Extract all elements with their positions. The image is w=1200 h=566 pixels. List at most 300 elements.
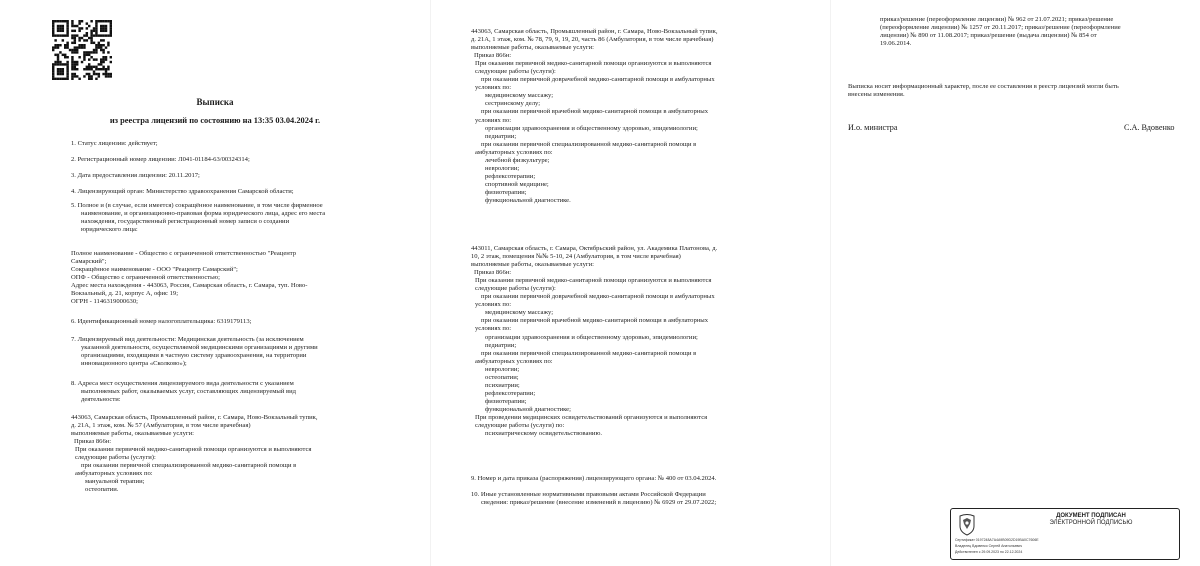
qr-module <box>81 20 83 22</box>
qr-module <box>64 46 66 48</box>
qr-module <box>102 34 104 36</box>
qr-module <box>71 73 73 75</box>
qr-module <box>90 30 92 32</box>
qr-module <box>76 34 78 36</box>
qr-module <box>95 25 97 27</box>
qr-module <box>66 63 68 65</box>
qr-module <box>88 54 90 56</box>
qr-module <box>105 25 107 27</box>
qr-module <box>66 70 68 72</box>
qr-module <box>74 63 76 65</box>
qr-module <box>95 22 97 24</box>
qr-module <box>81 61 83 63</box>
qr-module <box>78 30 80 32</box>
org-line: Вокзальный, д. 21, корпус А, офис 19; <box>71 290 179 298</box>
qr-module <box>52 27 54 29</box>
qr-module <box>86 73 88 75</box>
qr-module <box>88 25 90 27</box>
qr-module <box>64 54 66 56</box>
qr-module <box>88 63 90 65</box>
qr-module <box>88 58 90 60</box>
issue-date: 3. Дата предоставления лицензии: 20.11.2017; <box>71 171 200 179</box>
qr-module <box>57 58 59 60</box>
qr-module <box>57 20 59 22</box>
qr-module <box>90 39 92 41</box>
qr-module <box>102 73 104 75</box>
qr-module <box>81 27 83 29</box>
qr-module <box>105 75 107 77</box>
qr-module <box>90 68 92 70</box>
item-10 <box>471 491 823 507</box>
org-line: ОПФ - Общество с ограниченной ответственностью; <box>71 274 220 282</box>
qr-module <box>93 49 95 51</box>
qr-module <box>52 78 54 80</box>
qr-module <box>95 66 97 68</box>
qr-module <box>90 34 92 36</box>
qr-module <box>107 34 109 36</box>
qr-module <box>74 37 76 39</box>
qr-module <box>71 51 73 53</box>
qr-module <box>105 73 107 75</box>
qr-module <box>102 66 104 68</box>
electronic-signature-stamp <box>950 508 1180 560</box>
qr-module <box>78 37 80 39</box>
qr-module <box>76 51 78 53</box>
qr-module <box>110 73 112 75</box>
qr-module <box>100 25 102 27</box>
qr-module <box>54 54 56 56</box>
qr-module <box>66 27 68 29</box>
qr-module <box>78 44 80 46</box>
qr-module <box>86 66 88 68</box>
qr-module <box>52 63 54 65</box>
qr-module <box>88 37 90 39</box>
qr-module <box>98 20 100 22</box>
orders-line: приказ/решение (переоформление лицензии) № 962 от 21.07.2021; приказ/решение <box>880 16 1114 23</box>
qr-module <box>64 78 66 80</box>
qr-module <box>93 30 95 32</box>
qr-module <box>83 39 85 41</box>
item10-line: сведения: приказ/решение (внесение изменений в лицензию) № 6929 от 29.07.2022; <box>481 499 717 507</box>
item-7 <box>71 336 421 368</box>
qr-module <box>66 46 68 48</box>
qr-module <box>95 73 97 75</box>
qr-module <box>95 30 97 32</box>
qr-module <box>105 34 107 36</box>
qr-module <box>52 25 54 27</box>
qr-module <box>102 61 104 63</box>
note-line: внесены изменения. <box>848 91 905 99</box>
qr-module <box>71 42 73 44</box>
address-line: Приказ 866н: <box>74 438 112 446</box>
qr-module <box>107 68 109 70</box>
qr-module <box>110 22 112 24</box>
qr-module <box>71 56 73 58</box>
qr-module <box>76 49 78 51</box>
qr-module <box>66 22 68 24</box>
address-line: неврологии; <box>485 164 520 172</box>
qr-module <box>88 73 90 75</box>
address-line: при оказании первичной врачебной медико-санитарной помощи в амбулаторных <box>481 108 709 116</box>
qr-module <box>62 73 64 75</box>
qr-module <box>93 70 95 72</box>
qr-module <box>86 68 88 70</box>
qr-module <box>76 68 78 70</box>
item5-line: нахождения, государственный регистрационный номер записи о создании <box>81 218 290 226</box>
qr-module <box>100 39 102 41</box>
qr-module <box>76 61 78 63</box>
qr-module <box>107 66 109 68</box>
qr-module <box>93 27 95 29</box>
org-line: ОГРН - 1146319000630; <box>71 298 138 306</box>
address-1 <box>71 414 421 494</box>
qr-module <box>105 70 107 72</box>
qr-module <box>76 75 78 77</box>
org-line: Адрес места нахождения - 443063, Россия, Самарская область, г. Самара, туп. Ново- <box>71 282 308 290</box>
address-line: лечебной физкультуре; <box>485 156 550 164</box>
status-items <box>71 139 421 197</box>
item5-line: 5. Полное и (в случае, если имеется) сокращённое наименование, в том числе фирменное <box>71 202 323 209</box>
certificate-line: Сертификат 0197248A7A4A9B09D2D19BA0C7606E <box>955 538 1039 542</box>
qr-module <box>54 46 56 48</box>
qr-module <box>83 46 85 48</box>
qr-module <box>57 61 59 63</box>
qr-module <box>64 63 66 65</box>
org-line: Самарский"; <box>71 258 107 266</box>
qr-module <box>54 34 56 36</box>
qr-module <box>74 25 76 27</box>
qr-module <box>71 66 73 68</box>
qr-module <box>81 46 83 48</box>
qr-module <box>62 68 64 70</box>
address-line: 443011, Самарская область, г. Самара, Октябрьский район, ул. Академика Платонова, д. <box>471 245 718 252</box>
qr-module <box>88 51 90 53</box>
qr-module <box>110 75 112 77</box>
address-line: при оказании первичной доврачебной медико-санитарной помощи в амбулаторных <box>481 76 715 84</box>
qr-module <box>69 49 71 51</box>
qr-module <box>95 20 97 22</box>
qr-module <box>57 30 59 32</box>
qr-module <box>74 68 76 70</box>
address-line: остеопатии. <box>85 486 119 494</box>
qr-module <box>74 75 76 77</box>
qr-code <box>52 20 112 80</box>
qr-module <box>78 39 80 41</box>
qr-module <box>74 61 76 63</box>
address-line: следующие работы (услуги) по: <box>475 422 565 430</box>
qr-module <box>71 30 73 32</box>
qr-module <box>88 78 90 80</box>
qr-module <box>86 34 88 36</box>
qr-module <box>52 46 54 48</box>
address-line: следующие работы (услуги): <box>475 285 556 293</box>
qr-module <box>110 27 112 29</box>
qr-module <box>100 63 102 65</box>
qr-module <box>66 75 68 77</box>
qr-module <box>57 44 59 46</box>
qr-module <box>62 27 64 29</box>
qr-module <box>93 66 95 68</box>
qr-module <box>78 22 80 24</box>
stamp-caption: ЭЛЕКТРОННОЙ ПОДПИСЬЮ <box>1049 520 1133 526</box>
qr-module <box>110 30 112 32</box>
qr-module <box>100 44 102 46</box>
qr-module <box>62 63 64 65</box>
qr-module <box>102 58 104 60</box>
qr-module <box>78 27 80 29</box>
qr-module <box>59 20 61 22</box>
item5-line: наименование, и организационно-правовая форма юридического лица, адрес его места <box>81 210 326 218</box>
qr-module <box>107 51 109 53</box>
qr-module <box>83 51 85 53</box>
qr-module <box>98 68 100 70</box>
item5-line: юридического лица: <box>81 226 138 234</box>
qr-module <box>93 58 95 60</box>
address-line: физиотерапии; <box>485 188 527 196</box>
qr-module <box>62 30 64 32</box>
qr-module <box>66 78 68 80</box>
qr-module <box>57 78 59 80</box>
qr-module <box>90 20 92 22</box>
qr-module <box>76 63 78 65</box>
qr-module <box>57 63 59 65</box>
qr-module <box>71 68 73 70</box>
qr-module <box>98 63 100 65</box>
qr-module <box>74 49 76 51</box>
qr-module <box>52 32 54 34</box>
qr-module <box>90 66 92 68</box>
qr-module <box>57 46 59 48</box>
address-line: 443063, Самарская область, Промышленный район, г. Самара, Ново-Вокзальный тупик, <box>71 414 318 421</box>
qr-module <box>86 54 88 56</box>
address-line: амбулаторных условиях по: <box>475 148 553 156</box>
qr-module <box>95 68 97 70</box>
address-line: следующие работы (услуги): <box>75 454 156 462</box>
address-line: медицинскому массажу; <box>485 309 554 317</box>
org-details <box>71 250 421 306</box>
qr-module <box>71 58 73 60</box>
qr-module <box>100 27 102 29</box>
qr-module <box>102 27 104 29</box>
qr-module <box>74 42 76 44</box>
qr-module <box>95 58 97 60</box>
stamp-caption: ДОКУМЕНТ ПОДПИСАН <box>1056 513 1126 519</box>
qr-module <box>54 44 56 46</box>
address-line: организации здравоохранения и общественному здоровью, эпидемиологии; <box>485 124 698 132</box>
address-line: условиях по: <box>475 84 512 92</box>
qr-module <box>78 56 80 58</box>
qr-module <box>86 27 88 29</box>
qr-module <box>64 44 66 46</box>
qr-module <box>107 73 109 75</box>
note-line: Выписка носит информационный характер, после ее составления в реестр лицензий могли быть <box>848 83 1119 90</box>
address-line: При оказании первичной медико-санитарной помощи организуются и выполняются <box>475 60 712 68</box>
qr-module <box>78 46 80 48</box>
qr-module <box>62 34 64 36</box>
page-divider <box>430 0 431 566</box>
qr-module <box>98 73 100 75</box>
address-line: спортивной медицине; <box>485 180 549 188</box>
address-line: выполняемые работы, оказываемые услуги: <box>471 261 594 269</box>
qr-module <box>100 49 102 51</box>
item-8 <box>71 380 421 404</box>
item7-line: инновационного центра «Сколково»); <box>81 360 187 368</box>
coat-of-arms-icon <box>957 514 977 536</box>
address-line: мануальной терапии; <box>85 478 145 486</box>
qr-module <box>100 61 102 63</box>
qr-module <box>59 25 61 27</box>
qr-module <box>107 44 109 46</box>
qr-module <box>54 20 56 22</box>
qr-module <box>100 34 102 36</box>
address-line: при оказании первичной специализированной медико-санитарной помощи в <box>481 140 697 148</box>
qr-module <box>74 34 76 36</box>
qr-module <box>105 56 107 58</box>
qr-module <box>66 61 68 63</box>
qr-module <box>100 58 102 60</box>
qr-module <box>90 37 92 39</box>
address-line: 443063, Самарская область, Промышленный район, г. Самара, Ново-Вокзальный тупик, <box>471 28 718 35</box>
item8-line: 8. Адреса мест осуществления лицензируемого вида деятельности с указанием <box>71 380 294 387</box>
qr-module <box>57 27 59 29</box>
qr-module <box>95 49 97 51</box>
qr-module <box>102 68 104 70</box>
qr-module <box>88 68 90 70</box>
qr-module <box>76 46 78 48</box>
qr-module <box>66 34 68 36</box>
org-line: Сокращённое наименование - ООО "Реацентр Самарский"; <box>71 266 238 274</box>
qr-module <box>52 22 54 24</box>
qr-module <box>59 63 61 65</box>
qr-module <box>54 78 56 80</box>
qr-module <box>83 34 85 36</box>
qr-module <box>83 75 85 77</box>
qr-module <box>71 63 73 65</box>
qr-module <box>52 73 54 75</box>
address-line: амбулаторных условиях по: <box>475 357 553 365</box>
qr-module <box>102 20 104 22</box>
qr-module <box>86 51 88 53</box>
qr-module <box>52 20 54 22</box>
qr-module <box>57 25 59 27</box>
qr-module <box>57 34 59 36</box>
qr-module <box>100 46 102 48</box>
qr-module <box>98 75 100 77</box>
qr-module <box>83 58 85 60</box>
qr-module <box>93 51 95 53</box>
address-line: при оказании первичной специализированной медико-санитарной помощи в <box>481 349 697 357</box>
qr-module <box>52 34 54 36</box>
org-line: Полное наименование - Общество с ограниченной ответственностью "Реацентр <box>71 250 297 257</box>
address-line: при оказании первичной врачебной медико-санитарной помощи в амбулаторных <box>481 317 709 325</box>
qr-module <box>88 66 90 68</box>
address-line: функциональной диагностике; <box>485 405 571 413</box>
qr-module <box>64 20 66 22</box>
qr-module <box>105 58 107 60</box>
qr-module <box>57 73 59 75</box>
order-number: 9. Номер и дата приказа (распоряжения) лицензирующего органа: № 400 от 03.04.2024. <box>471 475 717 482</box>
qr-module <box>66 73 68 75</box>
qr-module <box>66 20 68 22</box>
qr-module <box>90 75 92 77</box>
qr-module <box>90 42 92 44</box>
address-line: медицинскому массажу; <box>485 92 554 100</box>
qr-module <box>81 37 83 39</box>
qr-module <box>66 56 68 58</box>
registration-number: 2. Регистрационный номер лицензии: Л041-01184-63/00324314; <box>71 155 250 163</box>
qr-module <box>102 39 104 41</box>
address-line: психиатрии; <box>485 381 520 389</box>
document-subtitle: из реестра лицензий по состоянию на 13:35 03.04.2024 г. <box>109 116 321 125</box>
qr-module <box>95 78 97 80</box>
qr-module <box>98 34 100 36</box>
item7-line: организациями, входящими в частную систему здравоохранения, на территории <box>81 352 307 360</box>
qr-module <box>95 44 97 46</box>
qr-module <box>107 42 109 44</box>
qr-module <box>62 54 64 56</box>
address-line: амбулаторных условиях по: <box>75 470 153 478</box>
address-line: сестринскому делу; <box>485 100 541 108</box>
qr-module <box>54 61 56 63</box>
qr-module <box>76 25 78 27</box>
qr-module <box>102 49 104 51</box>
address-3 <box>471 245 823 438</box>
qr-module <box>105 20 107 22</box>
qr-module <box>59 70 61 72</box>
qr-module <box>71 34 73 36</box>
qr-module <box>110 34 112 36</box>
address-line: рефлексотерапии; <box>485 172 536 180</box>
address-line: Приказ 866н: <box>474 269 512 277</box>
qr-module <box>102 44 104 46</box>
address-line: Приказ 866н: <box>474 52 512 60</box>
qr-module <box>59 61 61 63</box>
qr-module <box>98 46 100 48</box>
qr-module <box>78 78 80 80</box>
qr-module <box>66 44 68 46</box>
qr-module <box>57 56 59 58</box>
item-5 <box>71 202 421 234</box>
qr-module <box>62 70 64 72</box>
qr-module <box>95 34 97 36</box>
qr-module <box>90 78 92 80</box>
qr-module <box>102 25 104 27</box>
item10-line: 10. Иные установленные нормативными правовыми актами Российской Федерации <box>471 491 706 498</box>
qr-module <box>71 75 73 77</box>
address-line: условиях по: <box>475 301 512 309</box>
qr-module <box>102 51 104 53</box>
qr-module <box>71 25 73 27</box>
qr-module <box>62 78 64 80</box>
address-line: выполняемые работы, оказываемые услуги: <box>471 44 594 52</box>
address-line: д. 21А, 1 этаж, ком. № 57 (Амбулатория, в том числе врачебная) <box>71 422 251 430</box>
qr-module <box>86 22 88 24</box>
qr-module <box>88 75 90 77</box>
qr-module <box>59 34 61 36</box>
address-2 <box>471 28 823 205</box>
validity-line: Действителен с 29.09.2023 по 22.12.2024 <box>955 550 1023 554</box>
qr-module <box>83 54 85 56</box>
qr-module <box>105 68 107 70</box>
qr-module <box>64 34 66 36</box>
qr-module <box>98 42 100 44</box>
address-line: следующие работы (услуги): <box>475 68 556 76</box>
qr-module <box>71 49 73 51</box>
qr-module <box>93 34 95 36</box>
qr-module <box>86 39 88 41</box>
address-line: организации здравоохранения и общественному здоровью, эпидемиологии; <box>485 333 698 341</box>
qr-module <box>107 75 109 77</box>
